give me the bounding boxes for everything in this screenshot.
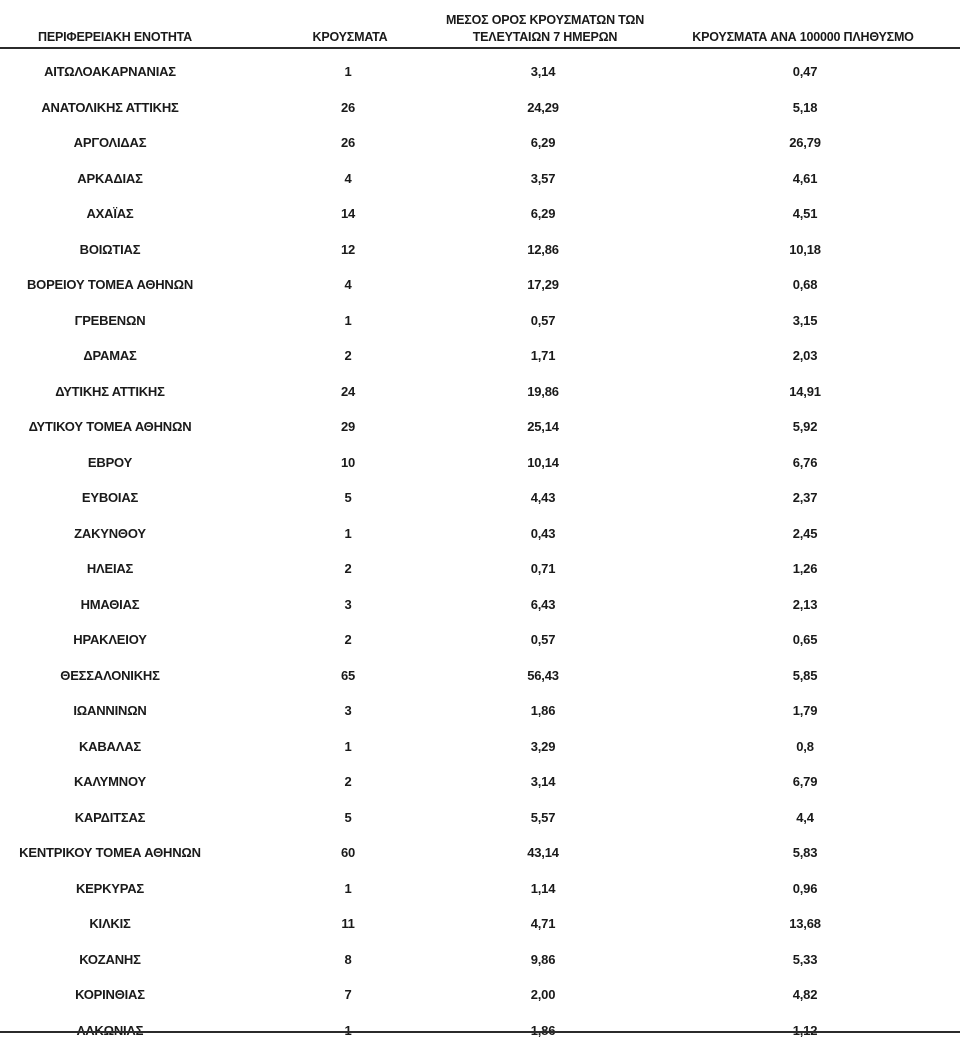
region-cell: ΑΧΑΪΑΣ	[0, 196, 220, 232]
cases-cell: 29	[298, 409, 398, 445]
cases-cell: 2	[298, 764, 398, 800]
table-row	[0, 267, 960, 303]
cases-cell: 5	[298, 480, 398, 516]
per-100k-cell: 14,91	[755, 374, 855, 410]
avg-7-days-cell: 3,29	[493, 729, 593, 765]
cases-cell: 3	[298, 587, 398, 623]
per-100k-cell: 3,15	[755, 303, 855, 339]
table-row	[0, 977, 960, 1013]
region-cell: ΗΜΑΘΙΑΣ	[0, 587, 220, 623]
per-100k-cell: 2,13	[755, 587, 855, 623]
region-cell: ΕΒΡΟΥ	[0, 445, 220, 481]
header-cases-per-100k: ΚΡΟΥΣΜΑΤΑ ΑΝΑ 100000 ΠΛΗΘΥΣΜΟ	[662, 29, 944, 46]
cases-cell: 26	[298, 125, 398, 161]
table-row	[0, 835, 960, 871]
cases-cell: 65	[298, 658, 398, 694]
table-row	[0, 338, 960, 374]
table-row	[0, 800, 960, 836]
per-100k-cell: 1,79	[755, 693, 855, 729]
cases-cell: 24	[298, 374, 398, 410]
cases-cell: 8	[298, 942, 398, 978]
cases-cell: 1	[298, 303, 398, 339]
table-row	[0, 658, 960, 694]
table-row	[0, 516, 960, 552]
region-cell: ΚΟΖΑΝΗΣ	[0, 942, 220, 978]
table-row	[0, 942, 960, 978]
per-100k-cell: 0,65	[755, 622, 855, 658]
region-cell: ΚΟΡΙΝΘΙΑΣ	[0, 977, 220, 1013]
avg-7-days-cell: 0,57	[493, 303, 593, 339]
table-header	[0, 0, 960, 49]
table-row	[0, 125, 960, 161]
table-row	[0, 693, 960, 729]
avg-7-days-cell: 0,57	[493, 622, 593, 658]
table-row	[0, 232, 960, 268]
region-cell: ΘΕΣΣΑΛΟΝΙΚΗΣ	[0, 658, 220, 694]
per-100k-cell: 6,79	[755, 764, 855, 800]
header-avg-7-days-line2: ΤΕΛΕΥΤΑΙΩΝ 7 ΗΜΕΡΩΝ	[430, 29, 660, 46]
cases-cell: 26	[298, 90, 398, 126]
table-row	[0, 90, 960, 126]
cases-cell: 4	[298, 161, 398, 197]
table-row	[0, 54, 960, 90]
per-100k-cell: 4,61	[755, 161, 855, 197]
cases-cell: 1	[298, 54, 398, 90]
region-cell: ΚΕΝΤΡΙΚΟΥ ΤΟΜΕΑ ΑΘΗΝΩΝ	[0, 835, 220, 871]
cases-cell: 11	[298, 906, 398, 942]
region-cell: ΖΑΚΥΝΘΟΥ	[0, 516, 220, 552]
cases-cell: 5	[298, 800, 398, 836]
region-cell: ΒΟΙΩΤΙΑΣ	[0, 232, 220, 268]
cases-cell: 4	[298, 267, 398, 303]
avg-7-days-cell: 12,86	[493, 232, 593, 268]
per-100k-cell: 0,47	[755, 54, 855, 90]
region-cell: ΚΑΛΥΜΝΟΥ	[0, 764, 220, 800]
table-body	[0, 54, 960, 1048]
cases-cell: 1	[298, 871, 398, 907]
avg-7-days-cell: 6,29	[493, 125, 593, 161]
cases-cell: 10	[298, 445, 398, 481]
region-cell: ΛΑΚΩΝΙΑΣ	[0, 1013, 220, 1048]
region-cell: ΔΥΤΙΚΟΥ ΤΟΜΕΑ ΑΘΗΝΩΝ	[0, 409, 220, 445]
per-100k-cell: 13,68	[755, 906, 855, 942]
table-row	[0, 871, 960, 907]
per-100k-cell: 0,8	[755, 729, 855, 765]
per-100k-cell: 5,92	[755, 409, 855, 445]
region-cell: ΚΕΡΚΥΡΑΣ	[0, 871, 220, 907]
per-100k-cell: 0,68	[755, 267, 855, 303]
cases-cell: 7	[298, 977, 398, 1013]
avg-7-days-cell: 3,14	[493, 54, 593, 90]
cases-cell: 1	[298, 1013, 398, 1048]
avg-7-days-cell: 19,86	[493, 374, 593, 410]
cases-cell: 60	[298, 835, 398, 871]
region-cell: ΑΙΤΩΛΟΑΚΑΡΝΑΝΙΑΣ	[0, 54, 220, 90]
region-cell: ΗΡΑΚΛΕΙΟΥ	[0, 622, 220, 658]
table-row	[0, 445, 960, 481]
cases-cell: 2	[298, 622, 398, 658]
table-row	[0, 374, 960, 410]
avg-7-days-cell: 4,71	[493, 906, 593, 942]
cases-cell: 3	[298, 693, 398, 729]
avg-7-days-cell: 6,29	[493, 196, 593, 232]
cases-cell: 2	[298, 338, 398, 374]
table-row	[0, 409, 960, 445]
per-100k-cell: 6,76	[755, 445, 855, 481]
table-row	[0, 196, 960, 232]
per-100k-cell: 4,4	[755, 800, 855, 836]
per-100k-cell: 5,85	[755, 658, 855, 694]
table-row	[0, 161, 960, 197]
avg-7-days-cell: 5,57	[493, 800, 593, 836]
avg-7-days-cell: 2,00	[493, 977, 593, 1013]
avg-7-days-cell: 24,29	[493, 90, 593, 126]
per-100k-cell: 5,18	[755, 90, 855, 126]
region-cell: ΓΡΕΒΕΝΩΝ	[0, 303, 220, 339]
header-cases: ΚΡΟΥΣΜΑΤΑ	[300, 29, 400, 46]
avg-7-days-cell: 4,43	[493, 480, 593, 516]
region-cell: ΚΑΡΔΙΤΣΑΣ	[0, 800, 220, 836]
region-cell: ΒΟΡΕΙΟΥ ΤΟΜΕΑ ΑΘΗΝΩΝ	[0, 267, 220, 303]
region-cell: ΚΑΒΑΛΑΣ	[0, 729, 220, 765]
per-100k-cell: 26,79	[755, 125, 855, 161]
per-100k-cell: 1,26	[755, 551, 855, 587]
avg-7-days-cell: 6,43	[493, 587, 593, 623]
region-cell: ΗΛΕΙΑΣ	[0, 551, 220, 587]
per-100k-cell: 5,33	[755, 942, 855, 978]
per-100k-cell: 4,51	[755, 196, 855, 232]
avg-7-days-cell: 3,14	[493, 764, 593, 800]
per-100k-cell: 2,37	[755, 480, 855, 516]
avg-7-days-cell: 17,29	[493, 267, 593, 303]
region-cell: ΑΡΚΑΔΙΑΣ	[0, 161, 220, 197]
avg-7-days-cell: 1,86	[493, 693, 593, 729]
avg-7-days-cell: 0,71	[493, 551, 593, 587]
region-cell: ΔΥΤΙΚΗΣ ΑΤΤΙΚΗΣ	[0, 374, 220, 410]
region-cell: ΙΩΑΝΝΙΝΩΝ	[0, 693, 220, 729]
avg-7-days-cell: 1,71	[493, 338, 593, 374]
per-100k-cell: 10,18	[755, 232, 855, 268]
avg-7-days-cell: 43,14	[493, 835, 593, 871]
avg-7-days-cell: 1,14	[493, 871, 593, 907]
region-cell: ΔΡΑΜΑΣ	[0, 338, 220, 374]
cases-cell: 1	[298, 729, 398, 765]
avg-7-days-cell: 3,57	[493, 161, 593, 197]
avg-7-days-cell: 0,43	[493, 516, 593, 552]
table-row	[0, 303, 960, 339]
cases-cell: 14	[298, 196, 398, 232]
region-cell: ΕΥΒΟΙΑΣ	[0, 480, 220, 516]
region-cell: ΚΙΛΚΙΣ	[0, 906, 220, 942]
per-100k-cell: 2,03	[755, 338, 855, 374]
per-100k-cell: 1,12	[755, 1013, 855, 1048]
cases-cell: 1	[298, 516, 398, 552]
avg-7-days-cell: 1,86	[493, 1013, 593, 1048]
avg-7-days-cell: 9,86	[493, 942, 593, 978]
header-avg-7-days-line1: ΜΕΣΟΣ ΟΡΟΣ ΚΡΟΥΣΜΑΤΩΝ ΤΩΝ	[430, 12, 660, 29]
region-cell: ΑΝΑΤΟΛΙΚΗΣ ΑΤΤΙΚΗΣ	[0, 90, 220, 126]
per-100k-cell: 4,82	[755, 977, 855, 1013]
cases-cell: 2	[298, 551, 398, 587]
table-row	[0, 764, 960, 800]
table-row	[0, 622, 960, 658]
per-100k-cell: 5,83	[755, 835, 855, 871]
table-row	[0, 729, 960, 765]
avg-7-days-cell: 10,14	[493, 445, 593, 481]
table-row	[0, 480, 960, 516]
table-bottom-rule	[0, 1031, 960, 1033]
per-100k-cell: 2,45	[755, 516, 855, 552]
avg-7-days-cell: 56,43	[493, 658, 593, 694]
avg-7-days-cell: 25,14	[493, 409, 593, 445]
table-row	[0, 587, 960, 623]
header-avg-7-days	[430, 12, 660, 46]
header-region: ΠΕΡΙΦΕΡΕΙΑΚΗ ΕΝΟΤΗΤΑ	[0, 29, 230, 46]
table-row	[0, 551, 960, 587]
per-100k-cell: 0,96	[755, 871, 855, 907]
cases-cell: 12	[298, 232, 398, 268]
table-row	[0, 906, 960, 942]
region-cell: ΑΡΓΟΛΙΔΑΣ	[0, 125, 220, 161]
